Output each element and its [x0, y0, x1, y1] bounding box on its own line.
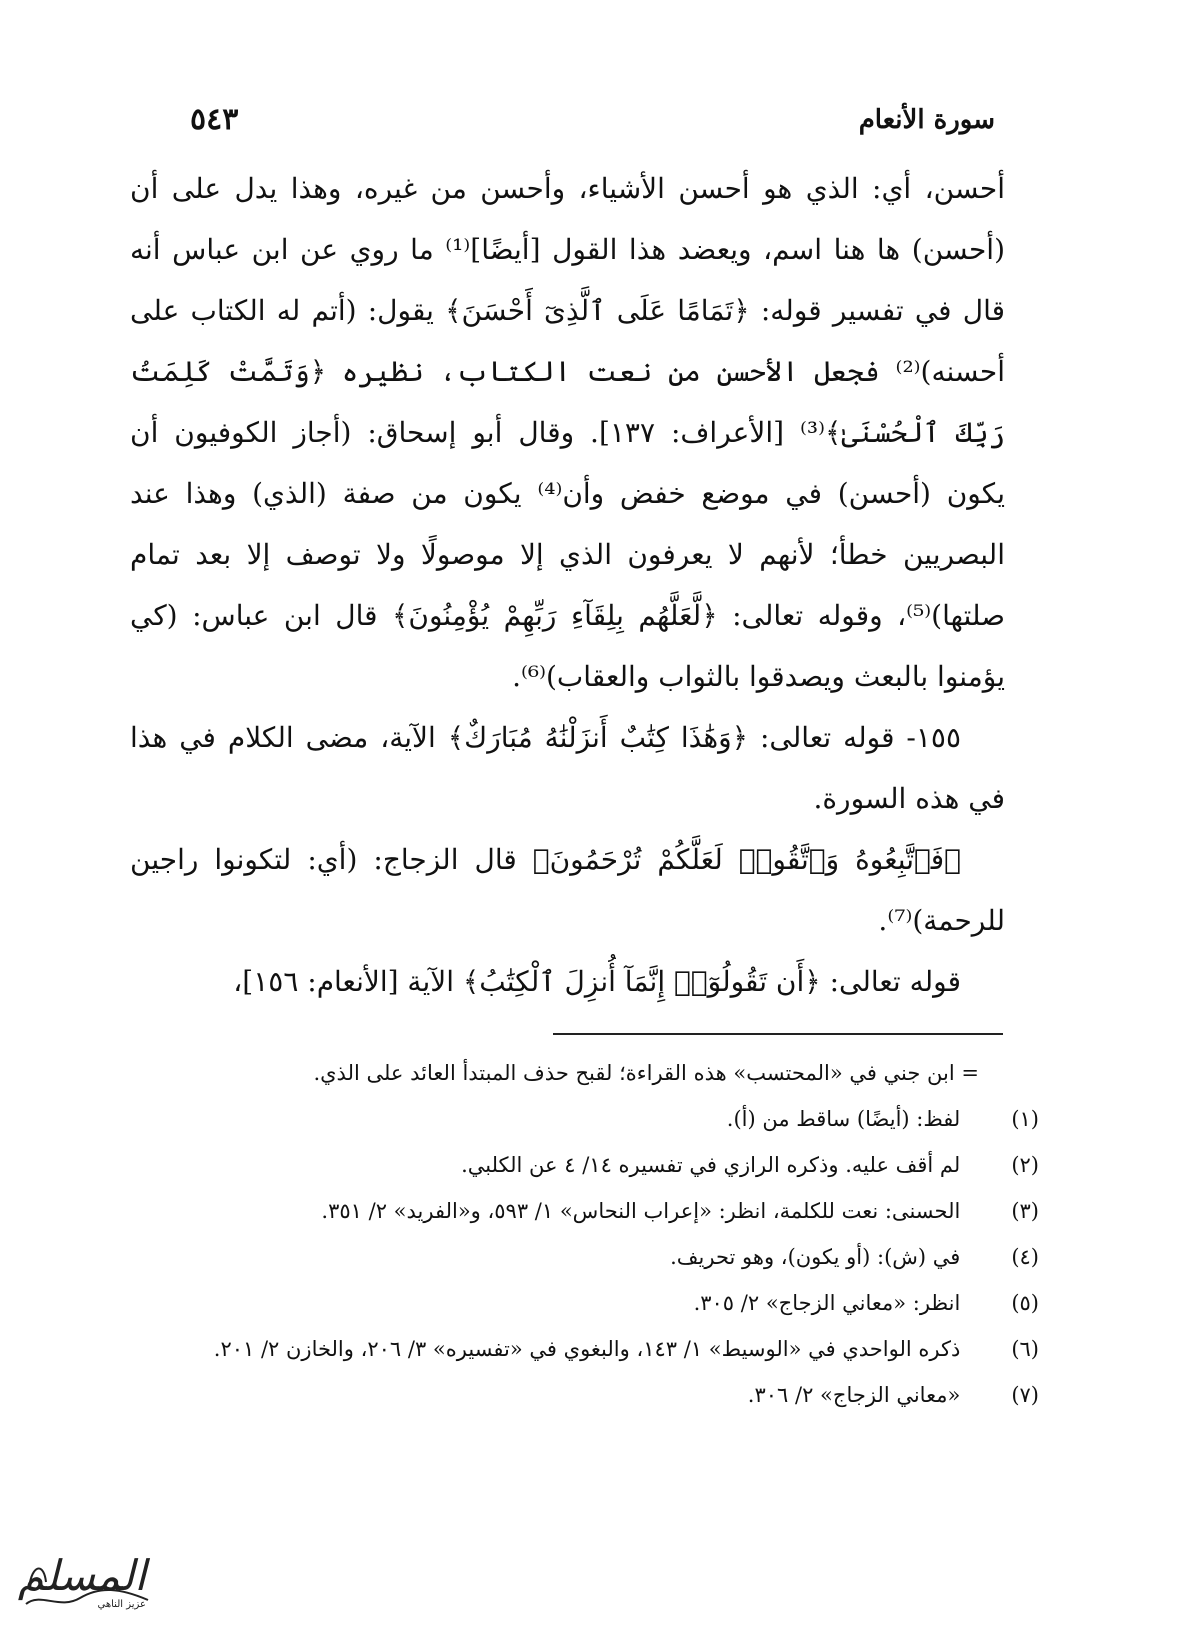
footnote-number: (١) — [1011, 1107, 1039, 1131]
footnote — [130, 1188, 1039, 1234]
watermark-logo — [17, 1551, 160, 1624]
footnote-carryover: = ابن جني في «المحتسب» هذه القراءة؛ لقبح حذف المبتدأ العائد على الذي. — [313, 1061, 979, 1085]
footnote-text: «معاني الزجاج» ٢/ ٣٠٦. — [747, 1383, 961, 1407]
footnote — [130, 1234, 1039, 1280]
footnote — [130, 1280, 1039, 1326]
footnote — [130, 1372, 1039, 1418]
watermark-subtext: عزيز الناهي — [97, 1599, 146, 1610]
paragraph: ﴿فَٱتَّبِعُوهُ وَٱتَّقُوا۟ لَعَلَّكُمْ تُرْحَمُونَ﴾ قال الزجاج: (أي: لتكونوا راجين للرحمة)⁽⁷⁾. — [130, 843, 1005, 937]
footnote-text: ذكره الواحدي في «الوسيط» ١/ ١٤٣، والبغوي في «تفسيره» ٣/ ٢٠٦، والخازن ٢/ ٢٠١. — [213, 1337, 961, 1361]
footnote-text: الحسنى: نعت للكلمة، انظر: «إعراب النحاس» ١/ ٥٩٣، و«الفريد» ٢/ ٣٥١. — [321, 1199, 961, 1223]
footnotes — [130, 1050, 1039, 1418]
footnote-text: لم أقف عليه. وذكره الرازي في تفسيره ١٤/ ٤ عن الكلبي. — [461, 1153, 961, 1177]
footnote — [130, 1142, 1039, 1188]
footnote — [130, 1326, 1039, 1372]
running-title: سورة الأنعام — [858, 105, 995, 135]
page-header — [190, 103, 995, 145]
page-number: ٥٤٣ — [190, 102, 239, 137]
paragraph: أحسن، أي: الذي هو أحسن الأشياء، وأحسن من غيره، وهذا يدل على أن (أحسن) ها هنا اسم، ويعضد هذا القول [أيضًا]⁽¹⁾ ما روي عن ابن عباس أنه قال في تفسير قوله: ﴿تَمَامًا عَلَى ٱلَّذِىٓ أَحْسَنَ﴾ يقول: (أتم له الكتاب على أحسنه)⁽²⁾ فجعل الأحسن من نعت الكتاب، نظيره ﴿وَتَمَّتْ كَلِمَتُ رَبِّكَ ٱلْحُسْنَىٰ﴾⁽³⁾ [الأعراف: ١٣٧]. وقال أبو إسحاق: (أجاز الكوفيون أن يكون (أحسن) في موضع خفض وأن⁽⁴⁾ يكون من صفة (الذي) وهذا عند البصريين خطأ؛ لأنهم لا يعرفون الذي إلا موصولًا ولا توصف إلا بعد تمام صلتها)⁽⁵⁾، وقوله تعالى: ﴿لَّعَلَّهُم بِلِقَآءِ رَبِّهِمْ يُؤْمِنُونَ﴾ قال ابن عباس: (كي يؤمنوا بالبعث ويصدقوا بالثواب والعقاب)⁽⁶⁾. — [130, 172, 1006, 693]
footnote-number: (٤) — [1011, 1245, 1039, 1269]
footnote-text: انظر: «معاني الزجاج» ٢/ ٣٠٥. — [693, 1291, 961, 1315]
footnote-number: (٥) — [1011, 1291, 1039, 1315]
footnote-number: (٣) — [1011, 1199, 1039, 1223]
paragraph: ١٥٥- قوله تعالى: ﴿وَهَٰذَا كِتَٰبٌ أَنزَلْنَٰهُ مُبَارَكٌ﴾ الآية، مضى الكلام في هذا في هذه السورة. — [130, 721, 1005, 815]
footnote — [130, 1096, 1039, 1142]
paragraph: قوله تعالى: ﴿أَن تَقُولُوٓا۟ إِنَّمَآ أُنزِلَ ٱلْكِتَٰبُ﴾ الآية [الأنعام: ١٥٦]، — [233, 965, 961, 998]
footnote-text: لفظ: (أيضًا) ساقط من (أ). — [726, 1107, 961, 1131]
footnote-number: (٧) — [1011, 1383, 1039, 1407]
watermark-text: المسلم — [17, 1551, 146, 1600]
footnote-text: في (ش): (أو يكون)، وهو تحريف. — [670, 1245, 961, 1269]
footnote-separator — [553, 1033, 1003, 1035]
footnote-number: (٢) — [1011, 1153, 1039, 1177]
main-text — [130, 158, 1005, 1012]
footnote-number: (٦) — [1011, 1337, 1039, 1361]
